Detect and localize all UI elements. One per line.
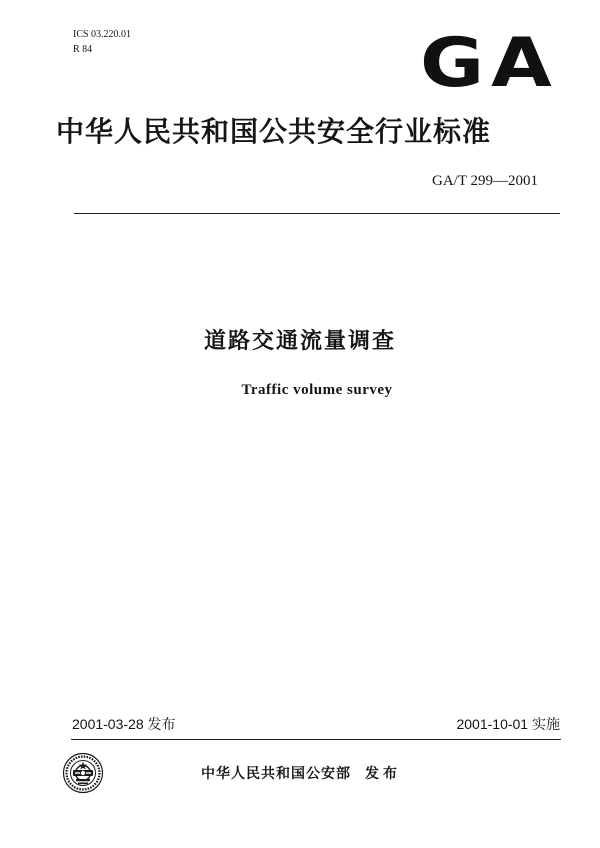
issue-date: 2001-03-28 发布 — [72, 716, 176, 732]
standard-number: GA/T 299—2001 — [432, 173, 538, 189]
top-divider — [74, 213, 560, 214]
police-emblem-icon — [62, 752, 104, 794]
implementation-date: 2001-10-01 实施 — [456, 716, 560, 732]
document-title-english: Traffic volume survey — [241, 382, 393, 398]
ics-code: ICS 03.220.01 — [73, 29, 132, 40]
standard-type-title: 中华人民共和国公共安全行业标准 — [56, 115, 492, 148]
ccs-code: R 84 — [73, 44, 93, 55]
publisher-action: 发布 — [365, 766, 401, 782]
ga-logo: GA — [420, 24, 559, 103]
publisher-line — [201, 764, 401, 784]
classification-codes — [73, 27, 131, 57]
document-title-chinese: 道路交通流量调查 — [203, 329, 396, 354]
bottom-divider — [71, 739, 561, 740]
publisher-org: 中华人民共和国公安部 — [201, 766, 351, 782]
